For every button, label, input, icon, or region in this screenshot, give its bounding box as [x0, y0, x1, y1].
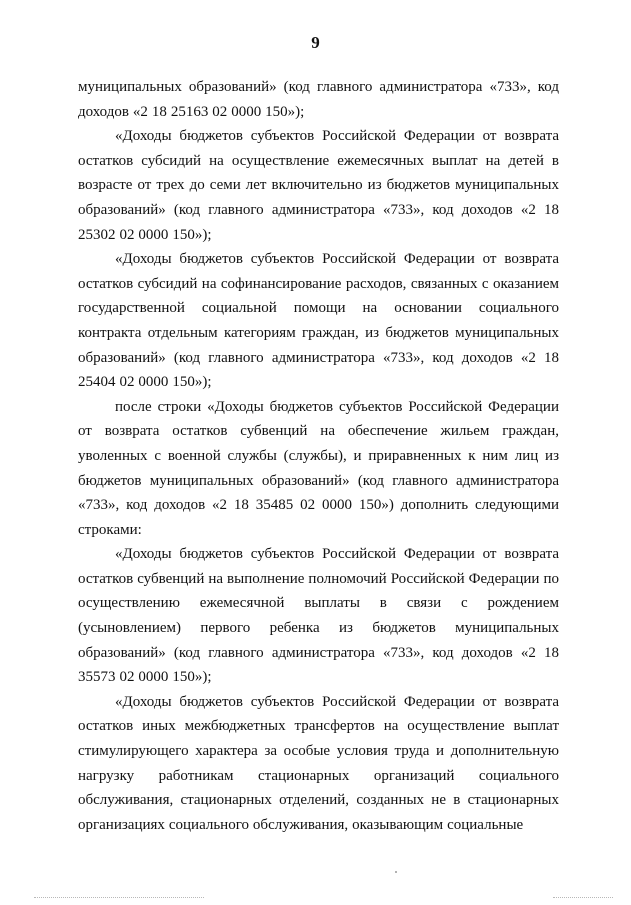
scan-speck [395, 871, 397, 873]
document-body [78, 75, 559, 837]
paragraph-2: «Доходы бюджетов субъектов Российской Федерации от возврата остатков субсидий на осуществление ежемесячных выплат на детей в возрасте от трех до семи лет включительно из бюджетов муниципальных образований» (код главного администратора «733», код доходов «2 18 25302 02 0000 150»); [78, 128, 559, 243]
scan-artifact-left [34, 897, 204, 899]
paragraph-5: «Доходы бюджетов субъектов Российской Федерации от возврата остатков субвенций на выполнение полномочий Российской Федерации по осуществлению ежемесячной выплаты в связи с рождением (усыновлением) первого ребенка из бюджетов муниципальных образований» (код главного администратора «733», код доходов «2 18 35573 02 0000 150»); [78, 546, 559, 686]
paragraph-3: «Доходы бюджетов субъектов Российской Федерации от возврата остатков субсидий на софинансирование расходов, связанных с оказанием государственной социальной помощи на основании социального контракта отдельным категориям граждан, из бюджетов муниципальных образований» (код главного администратора «733», код доходов «2 18 25404 02 0000 150»); [78, 251, 559, 391]
paragraph-6: «Доходы бюджетов субъектов Российской Федерации от возврата остатков иных межбюджетных трансфертов на осуществление выплат стимулирующего характера за особые условия труда и дополнительную нагрузку работникам стационарных организаций социального обслуживания, стационарных отделений, созданных не в стационарных организациях социального обслуживания, оказывающим социальные [78, 693, 559, 833]
paragraph-4: после строки «Доходы бюджетов субъектов Российской Федерации от возврата остатков субвенций на обеспечение жильем граждан, уволенных с военной службы (службы), и приравненных к ним лиц из бюджетов муниципальных образований» (код главного администратора «733», код доходов «2 18 35485 02 0000 150») дополнить следующими строками: [78, 398, 559, 538]
paragraph-1: муниципальных образований» (код главного администратора «733», код доходов «2 18 25163 02 0000 150»); [78, 79, 559, 120]
page-number: 9 [311, 33, 320, 52]
scan-artifact-right [553, 897, 613, 899]
